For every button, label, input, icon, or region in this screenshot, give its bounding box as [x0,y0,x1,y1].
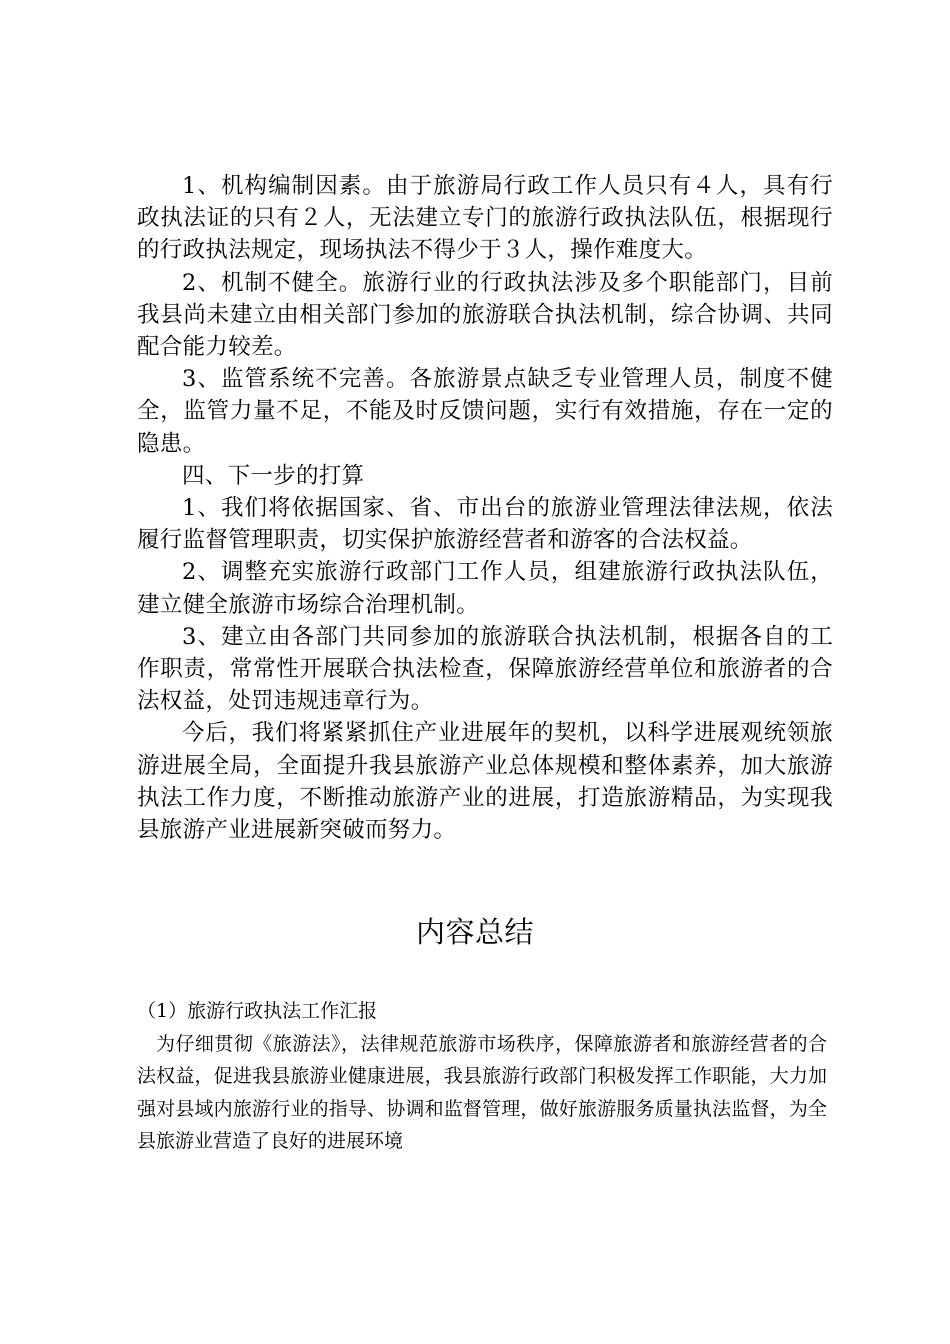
summary-section [137,995,827,1158]
section-heading-next-steps: 四、下一步的打算 [182,462,365,489]
summary-item-heading: （1）旅游行政执法工作汇报 [137,1000,378,1022]
paragraph-plan-1: 1、我们将依据国家、省、市出台的旅游业管理法律法规，依法履行监督管理职责，切实保护旅游经营者和游客的合法权益。 [137,495,833,554]
paragraph-mechanism: 2、机制不健全。旅游行业的行政执法涉及多个职能部门，目前我县尚未建立由相关部门参加的旅游联合执法机制，综合协调、共同配合能力较差。 [137,269,833,361]
paragraph-supervision-system: 3、监管系统不完善。各旅游景点缺乏专业管理人员，制度不健全，监管力量不足，不能及时反馈问题，实行有效措施，存在一定的隐患。 [137,366,833,457]
paragraph-plan-3: 3、建立由各部门共同参加的旅游联合执法机制，根据各自的工作职责，常常性开展联合执法检查，保障旅游经营单位和旅游者的合法权益，处罚违规违章行为。 [137,623,833,715]
paragraph-plan-2: 2、调整充实旅游行政部门工作人员，组建旅游行政执法队伍，建立健全旅游市场综合治理机制。 [137,559,833,618]
summary-title: 内容总结 [415,915,534,949]
summary-item-text: 为仔细贯彻《旅游法》，法律规范旅游市场秩序，保障旅游者和旅游经营者的合法权益，促进我县旅游业健康进展，我县旅游行政部门积极发挥工作职能，大力加强对县域内旅游行业的指导、协调和监督管理，做好旅游服务质量执法监督，为全县旅游业营造了良好的进展环境 [137,1032,827,1152]
paragraph-staffing-factor: 1、机构编制因素。由于旅游局行政工作人员只有４人，具有行政执法证的只有２人，无法建立专门的旅游行政执法队伍，根据现行的行政执法规定，现场执法不得少于３人，操作难度大。 [137,173,833,264]
paragraph-conclusion: 今后，我们将紧紧抓住产业进展年的契机，以科学进展观统领旅游进展全局，全面提升我县旅游产业总体规模和整体素养，加大旅游执法工作力度，不断推动旅游产业的进展，打造旅游精品，为实现我县旅游产业进展新突破而努力。 [137,720,833,844]
body-text [137,170,833,846]
